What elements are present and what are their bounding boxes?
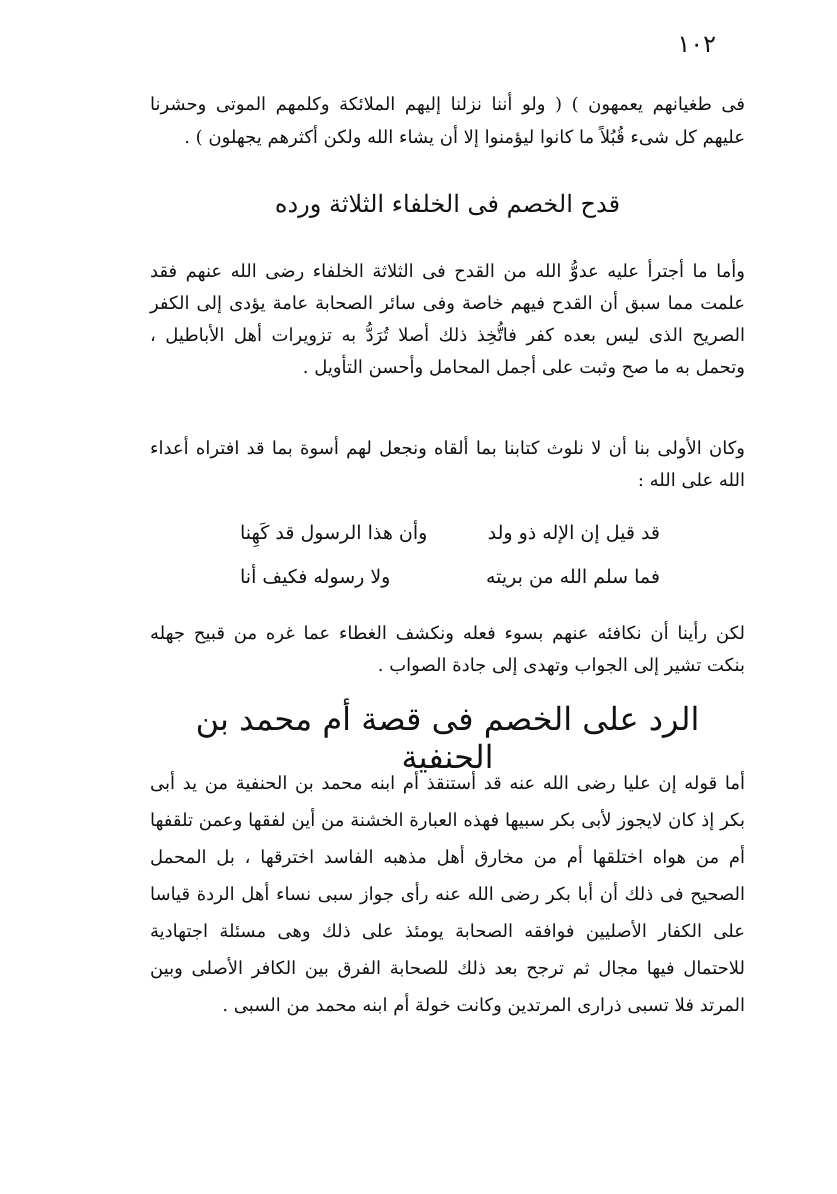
poem-hemistich-first: قد قيل إن الإله ذو ولد [487,522,660,544]
paragraph-caliphs-reply: وأما ما أجترأ عليه عدوُّ الله من القدح فى الثلاثة الخلفاء رضى الله عنهم فقد علمت مما سبق أن القدح فيهم خاصة وفى سائر الصحابة عامة يؤدى إلى الكفر الصريح الذى ليس بعده كفر فاتُّخِذ ذلك أصلا تُرَدُّ به تزويرات أهل الأباطيل ، وتحمل به ما صح وثبت على أجمل المحامل وأحسن التأويل . [150,261,746,378]
section-heading-caliphs: قدح الخصم فى الخلفاء الثلاثة ورده [274,190,621,218]
poem-line [240,522,660,544]
page-number: ١٠٢ [677,30,716,58]
paragraph-ibn-hanafiyya: أما قوله إن عليا رضى الله عنه قد أستنقذ أم ابنه محمد بن الحنفية من يد أبى بكر إذ كان لايجوز لأبى بكر سبيها فهذه العبارة الخشنة من أين لفقها وعمن تلقفها أم من هواه اختلقها أم من مخارق أهل مذهبه الفاسد اخترقها ، بل المحمل الصحيح فى ذلك أن أبا بكر رضى الله عنه رأى جواز سبى نساء أهل الردة قياسا على الكفار الأصليين فوافقه الصحابة يومئذ على ذلك وهى مسئلة اجتهادية للاحتمال فيها مجال ثم ترجح بعد ذلك للصحابة الفرق بين الكافر الأصلى وبين المرتد فلا تسبى ذرارى المرتدين وكانت خولة أم ابنه محمد من السبى . [150,773,745,1016]
paragraph-quran-verse: فى طغيانهم يعمهون ) ( ولو أننا نزلنا إليهم الملائكة وكلمهم الموتى وحشرنا عليهم كل شىء قُبُلاً ما كانوا ليؤمنوا إلا أن يشاء الله ولكن أكثرهم يجهلون ) . [150,94,745,148]
section-heading-ibn-hanafiyya: الرد على الخصم فى قصة أم محمد بن الحنفية [195,700,700,776]
poem-line [240,566,660,588]
poem-hemistich-second: وأن هذا الرسول قد كَهِنا [240,522,428,544]
poem-hemistich-first: فما سلم الله من بريته [485,566,660,588]
paragraph-response: لكن رأينا أن نكافئه عنهم بسوء فعله ونكشف الغطاء عما غره من قبيح جهله بنكت تشير إلى الجواب وتهدى إلى جادة الصواب . [150,623,745,676]
poem-hemistich-second: ولا رسوله فكيف أنا [240,566,391,588]
paragraph-intro-poem: وكان الأولى بنا أن لا نلوث كتابنا بما ألقاه ونجعل لهم أسوة بما قد افتراه أعداء الله على الله : [150,438,745,491]
